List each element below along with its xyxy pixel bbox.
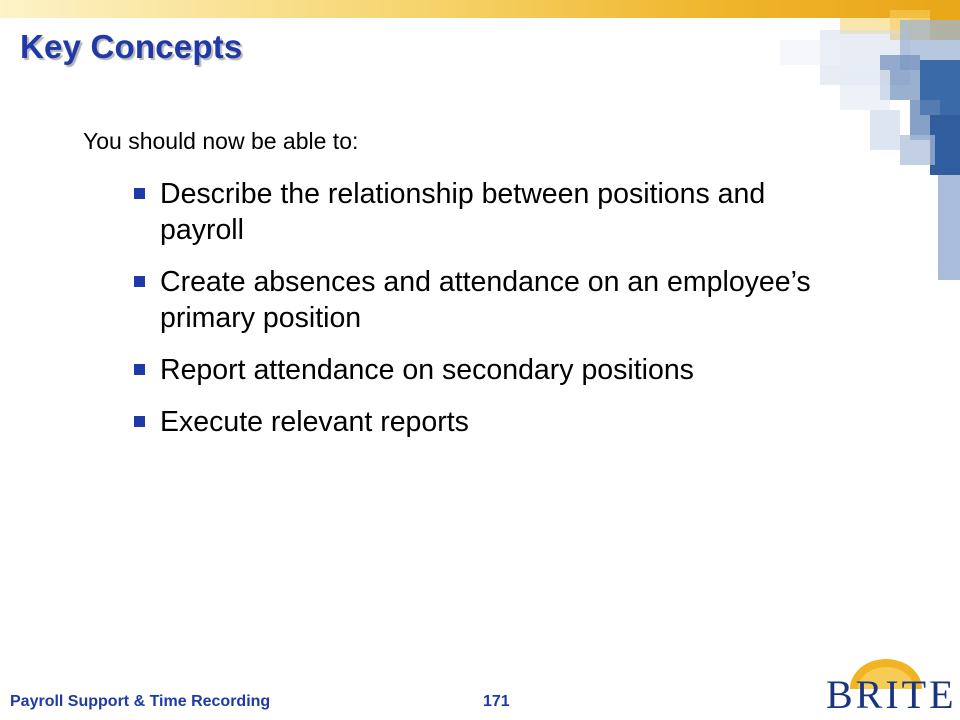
list-item-text: Report attendance on secondary positions (160, 354, 694, 386)
square-bullet-icon (134, 188, 145, 199)
list-item (132, 404, 842, 440)
square-bullet-icon (134, 364, 145, 375)
square-bullet-icon (134, 416, 145, 427)
list-item (132, 352, 842, 388)
footer-course-title: Payroll Support & Time Recording (10, 693, 271, 710)
brite-logo (818, 655, 956, 717)
list-item-text: Execute relevant reports (160, 406, 469, 438)
list-item (132, 176, 842, 248)
intro-text: You should now be able to: (83, 128, 359, 154)
page-number: 171 (483, 693, 510, 710)
key-concepts-list (132, 176, 842, 456)
list-item-text: Create absences and attendance on an employee’s primary position (160, 266, 811, 334)
slide-title: Key Concepts (20, 28, 243, 65)
square-bullet-icon (134, 276, 145, 287)
list-item (132, 264, 842, 336)
list-item-text: Describe the relationship between positions and payroll (160, 178, 766, 246)
logo-wordmark: BRITE (826, 672, 957, 717)
